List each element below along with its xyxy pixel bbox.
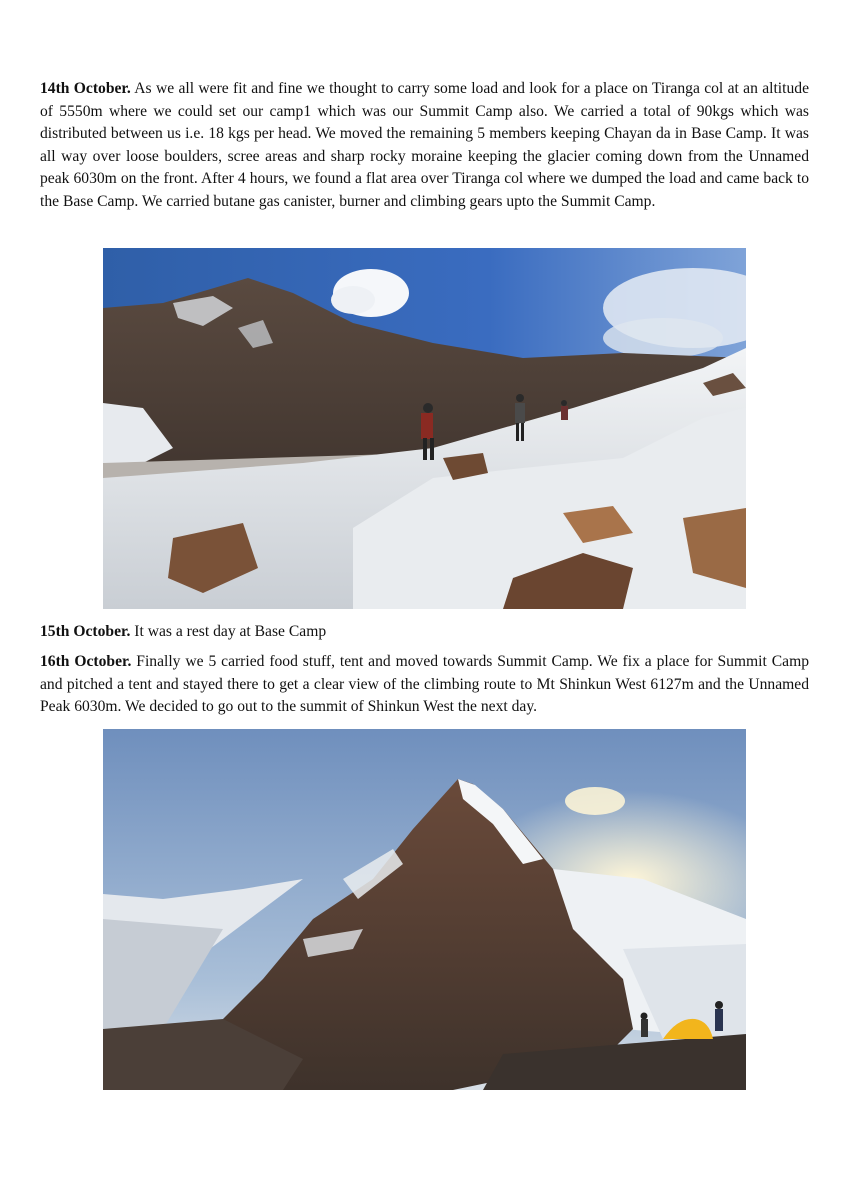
photo-summit-camp-ridge [103,729,746,1090]
paragraph-text: Finally we 5 carried food stuff, tent and moved towards Summit Camp. We fix a place for Summit Camp and pitched a tent and stayed there to get a clear view of the climbing route to Mt Shinkun West 6127m and the Unnamed Peak 6030m. We decided to go out to the summit of Shinkun West the next day. [40,653,809,716]
photo-climbers-on-penitentes [103,248,746,609]
date-heading: 14th October. [40,80,131,97]
paragraph-text: As we all were fit and fine we thought to carry some load and look for a place on Tiranga col at an altitude of 5550m where we could set our camp1 which was our Summit Camp also. We carried a total of 90kgs which was distributed between us i.e. 18 kgs per head. We moved the remaining 5 members keeping Chayan da in Base Camp. It was all way over loose boulders, scree areas and sharp rocky moraine keeping the glacier coming down from the Unnamed peak 6030m on the front. After 4 hours, we found a flat area over Tiranga col where we dumped the load and came back to the Base Camp. We carried butane gas canister, burner and climbing gears upto the Summit Camp. [40,80,809,210]
paragraph-text: It was a rest day at Base Camp [130,623,327,640]
paragraph-14th-october [40,78,809,214]
date-heading: 15th October. [40,623,131,640]
date-heading: 16th October. [40,653,132,670]
paragraph-15th-october [40,621,809,644]
paragraph-16th-october [40,651,809,719]
